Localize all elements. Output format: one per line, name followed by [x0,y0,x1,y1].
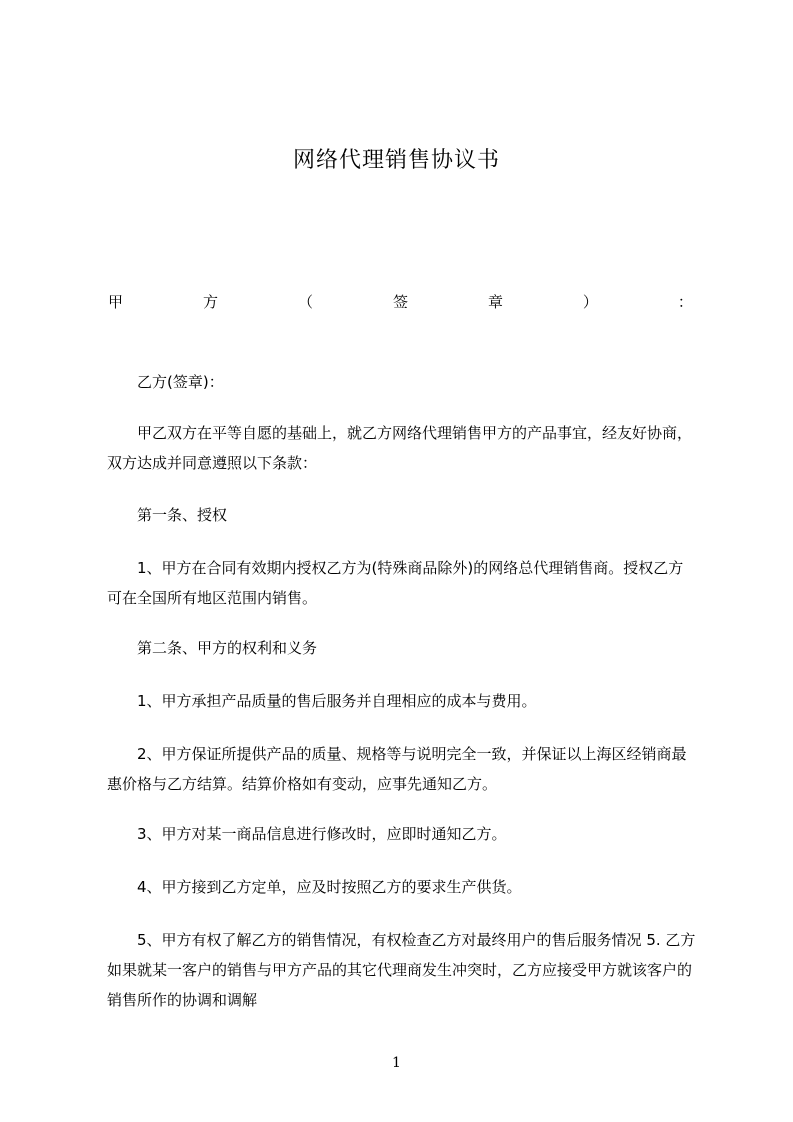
intro-text: 甲乙双方在平等自愿的基础上，就乙方网络代理销售甲方的产品事宜，经友好协商，双方达成并同意遵照以下条款： [107,424,693,472]
article2-heading-text: 第二条、甲方的权利和义务 [137,639,318,657]
article2-item1-text: 1、甲方承担产品质量的售后服务并自理相应的成本与费用。 [137,692,537,710]
party-a-char: 甲 [108,293,124,311]
party-a-char: （ [297,293,313,311]
party-b-signature-line [107,367,697,397]
party-a-char: 章 [487,293,503,311]
article2-item2 [107,739,697,799]
party-a-signature-line [108,291,693,312]
article1-item1-text: 1、甲方在合同有效期内授权乙方为(特殊商品除外)的网络总代理销售商。授权乙方可在全国所有地区范围内销售。 [107,559,684,607]
article2-item4 [107,872,697,902]
intro-paragraph [107,418,697,478]
article1-heading [107,500,697,530]
article2-item5 [107,925,697,1015]
party-a-char: 方 [202,293,218,311]
article2-item3-text: 3、甲方对某一商品信息进行修改时，应即时通知乙方。 [137,825,507,843]
article1-item1 [107,553,697,613]
party-a-char: ） [582,293,598,311]
article2-item2-text: 2、甲方保证所提供产品的质量、规格等与说明完全一致，并保证以上海区经销商最惠价格与乙方结算。结算价格如有变动，应事先通知乙方。 [107,745,687,793]
party-a-char: ： [677,293,693,311]
article2-item4-text: 4、甲方接到乙方定单，应及时按照乙方的要求生产供货。 [137,878,522,896]
article2-item3 [107,819,697,849]
page-number: 1 [392,1055,401,1071]
party-b-label: 乙方(签章)： [137,373,224,391]
document-title: 网络代理销售协议书 [292,148,500,173]
party-a-char: 签 [392,293,408,311]
article2-item5-text: 5、甲方有权了解乙方的销售情况，有权检查乙方对最终用户的售后服务情况 5. 乙方如果就某一客户的销售与甲方产品的其它代理商发生冲突时，乙方应接受甲方就该客户的销售所作的协调和调解 [107,931,696,1009]
article2-heading [107,633,697,663]
article2-item1 [107,686,697,716]
article1-heading-text: 第一条、授权 [137,506,228,524]
